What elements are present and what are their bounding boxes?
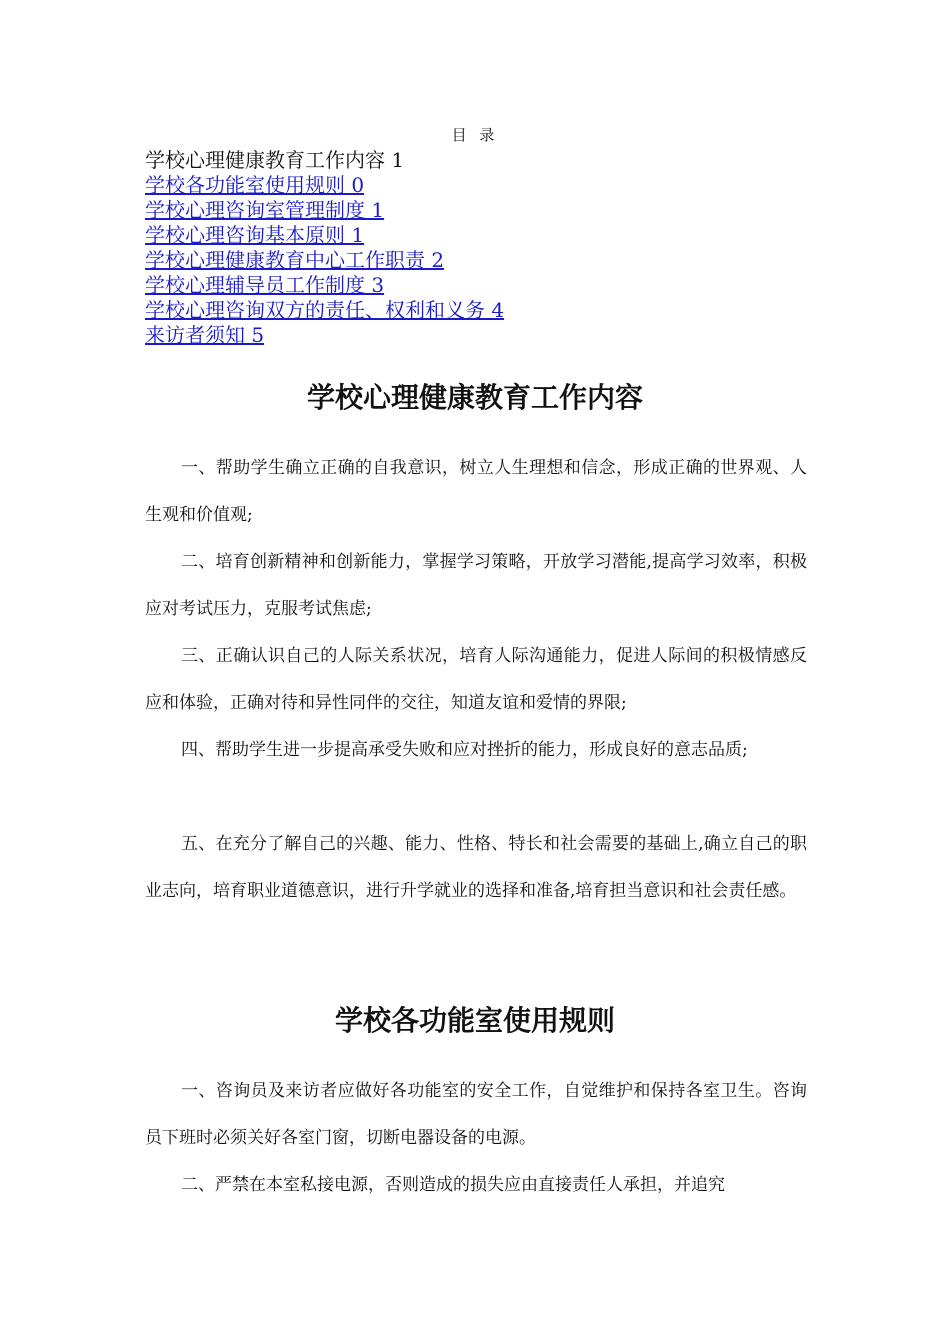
toc-link[interactable]: 学校心理咨询基本原则 1 <box>145 223 365 247</box>
toc-link[interactable]: 学校心理咨询双方的责任、权利和义务 4 <box>145 298 505 322</box>
toc-link[interactable]: 来访者须知 5 <box>145 323 265 347</box>
toc-heading: 目 录 <box>451 126 499 144</box>
paragraph: 二、严禁在本室私接电源，否则造成的损失应由直接责任人承担，并追究 <box>181 1175 725 1195</box>
toc-link[interactable]: 学校心理咨询室管理制度 1 <box>145 198 385 222</box>
paragraph: 一、咨询员及来访者应做好各功能室的安全工作，自觉维护和保持各室卫生。咨询员下班时必须关好各室门窗，切断电器设备的电源。 <box>145 1081 807 1148</box>
table-of-contents <box>145 148 504 348</box>
paragraph: 一、帮助学生确立正确的自我意识，树立人生理想和信念，形成正确的世界观、人生观和价值观; <box>145 458 807 525</box>
paragraph: 三、正确认识自己的人际关系状况，培育人际沟通能力，促进人际间的积极情感反应和体验，正确对待和异性同伴的交往，知道友谊和爱情的界限; <box>145 646 807 713</box>
toc-link[interactable]: 学校各功能室使用规则 0 <box>145 173 365 197</box>
toc-link[interactable]: 学校心理辅导员工作制度 3 <box>145 273 385 297</box>
paragraph: 五、在充分了解自己的兴趣、能力、性格、特长和社会需要的基础上,确立自己的职业志向，培育职业道德意识，进行升学就业的选择和准备,培育担当意识和社会责任感。 <box>145 834 807 901</box>
toc-link[interactable]: 学校心理健康教育中心工作职责 2 <box>145 248 445 272</box>
toc-item[interactable]: 学校心理健康教育工作内容 1 <box>145 148 405 172</box>
paragraph: 二、培育创新精神和创新能力，掌握学习策略，开放学习潜能,提高学习效率，积极应对考试压力，克服考试焦虑; <box>145 552 807 619</box>
section-title: 学校各功能室使用规则 <box>334 1004 615 1037</box>
paragraph: 四、帮助学生进一步提高承受失败和应对挫折的能力，形成良好的意志品质; <box>181 740 748 760</box>
section-title: 学校心理健康教育工作内容 <box>306 381 643 414</box>
